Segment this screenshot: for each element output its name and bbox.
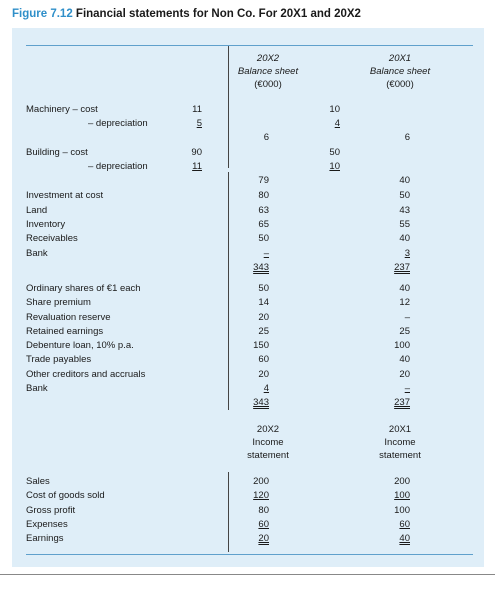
income-value-20x2: 20 — [258, 533, 269, 544]
income-value-20x2: 80 — [258, 505, 269, 516]
top-rule — [26, 45, 473, 46]
header-year: 20X2 — [256, 53, 280, 64]
is-header-20x2 — [228, 423, 308, 462]
asset-label: Investment at cost — [26, 190, 104, 201]
asset-value-20x1: 3 — [404, 248, 410, 259]
header-unit: (€000) — [386, 79, 414, 90]
liability-value-20x1: 40 — [399, 283, 410, 294]
header-subtitle: statement — [379, 450, 421, 461]
liability-value-20x2: 14 — [258, 297, 269, 308]
asset-label: Land — [26, 205, 48, 216]
machinery-dep-20x1: 4 — [334, 118, 340, 129]
liability-label: Debenture loan, 10% p.a. — [26, 340, 134, 351]
machinery-cost-20x2: 11 — [192, 104, 202, 115]
liability-value-20x1: 100 — [394, 340, 410, 351]
liability-label: Trade payables — [26, 354, 92, 365]
total-liabilities-20x2: 343 — [253, 397, 269, 408]
asset-value-20x1: 40 — [399, 233, 410, 244]
asset-value-20x1: 55 — [399, 219, 410, 230]
asset-value-20x1: 43 — [399, 205, 410, 216]
liability-value-20x1: – — [404, 383, 410, 394]
machinery-dep-label: – depreciation — [88, 118, 148, 129]
machinery-cost-label: Machinery – cost — [26, 104, 98, 115]
asset-value-20x1: 50 — [399, 190, 410, 201]
income-value-20x2: 120 — [253, 490, 269, 501]
liability-label: Share premium — [26, 297, 91, 308]
figure-number: Figure 7.12 — [12, 8, 73, 20]
income-label: Earnings — [26, 533, 64, 544]
liability-value-20x2: 4 — [263, 383, 269, 394]
liability-value-20x1: 20 — [399, 369, 410, 380]
liability-value-20x2: 60 — [258, 354, 269, 365]
total-assets-20x1: 237 — [394, 262, 410, 273]
column-divider — [228, 472, 229, 552]
column-divider — [228, 172, 229, 410]
asset-value-20x2: 65 — [258, 219, 269, 230]
page-divider — [0, 574, 495, 575]
asset-label: Receivables — [26, 233, 78, 244]
liability-label: Retained earnings — [26, 326, 104, 337]
income-value-20x1: 60 — [399, 519, 410, 530]
header-title: Balance sheet — [369, 66, 431, 77]
building-net-20x1: 40 — [399, 175, 410, 186]
income-label: Gross profit — [26, 505, 76, 516]
liability-label: Bank — [26, 383, 48, 394]
income-value-20x1: 100 — [394, 490, 410, 501]
building-dep-20x1: 10 — [329, 161, 340, 172]
income-value-20x1: 200 — [394, 476, 410, 487]
asset-value-20x2: 80 — [258, 190, 269, 201]
machinery-dep-20x2: 5 — [196, 118, 202, 129]
liability-value-20x1: – — [404, 312, 410, 323]
total-liabilities-20x1: 237 — [394, 397, 410, 408]
machinery-net-20x2: 6 — [263, 132, 269, 143]
header-title: Balance sheet — [237, 66, 299, 77]
header-year: 20X1 — [388, 424, 412, 435]
income-label: Sales — [26, 476, 50, 487]
header-subtitle: statement — [247, 450, 289, 461]
building-dep-label: – depreciation — [88, 161, 148, 172]
asset-value-20x2: – — [263, 248, 269, 259]
building-cost-20x2: 90 — [191, 147, 202, 158]
asset-value-20x2: 63 — [258, 205, 269, 216]
bs-header-20x2 — [228, 52, 308, 91]
header-title: Income — [384, 437, 416, 448]
liability-value-20x2: 20 — [258, 369, 269, 380]
building-cost-label: Building – cost — [26, 147, 88, 158]
liability-label: Ordinary shares of €1 each — [26, 283, 141, 294]
liability-value-20x1: 25 — [399, 326, 410, 337]
machinery-cost-20x1: 10 — [329, 104, 340, 115]
liability-label: Other creditors and accruals — [26, 369, 146, 380]
asset-label: Inventory — [26, 219, 66, 230]
liability-value-20x1: 12 — [399, 297, 410, 308]
header-year: 20X1 — [388, 53, 412, 64]
header-title: Income — [252, 437, 284, 448]
asset-value-20x2: 50 — [258, 233, 269, 244]
income-value-20x1: 100 — [394, 505, 410, 516]
income-label: Expenses — [26, 519, 68, 530]
liability-value-20x2: 150 — [253, 340, 269, 351]
income-value-20x2: 60 — [258, 519, 269, 530]
liability-value-20x2: 25 — [258, 326, 269, 337]
asset-label: Bank — [26, 248, 48, 259]
header-unit: (€000) — [254, 79, 282, 90]
figure-caption: Financial statements for Non Co. For 20X1 and 20X2 — [75, 8, 361, 20]
liability-value-20x2: 50 — [258, 283, 269, 294]
income-value-20x2: 200 — [253, 476, 269, 487]
liability-label: Revaluation reserve — [26, 312, 111, 323]
building-dep-20x2: 11 — [192, 161, 202, 172]
is-header-20x1 — [360, 423, 440, 462]
building-net-20x2: 79 — [258, 175, 269, 186]
figure-title — [12, 8, 361, 20]
total-assets-20x2: 343 — [253, 262, 269, 273]
header-year: 20X2 — [256, 424, 280, 435]
building-cost-20x1: 50 — [329, 147, 340, 158]
bs-header-20x1 — [360, 52, 440, 91]
income-value-20x1: 40 — [399, 533, 410, 544]
liability-value-20x2: 20 — [258, 312, 269, 323]
machinery-net-20x1: 6 — [404, 132, 410, 143]
bottom-rule — [26, 554, 473, 555]
income-label: Cost of goods sold — [26, 490, 105, 501]
liability-value-20x1: 40 — [399, 354, 410, 365]
